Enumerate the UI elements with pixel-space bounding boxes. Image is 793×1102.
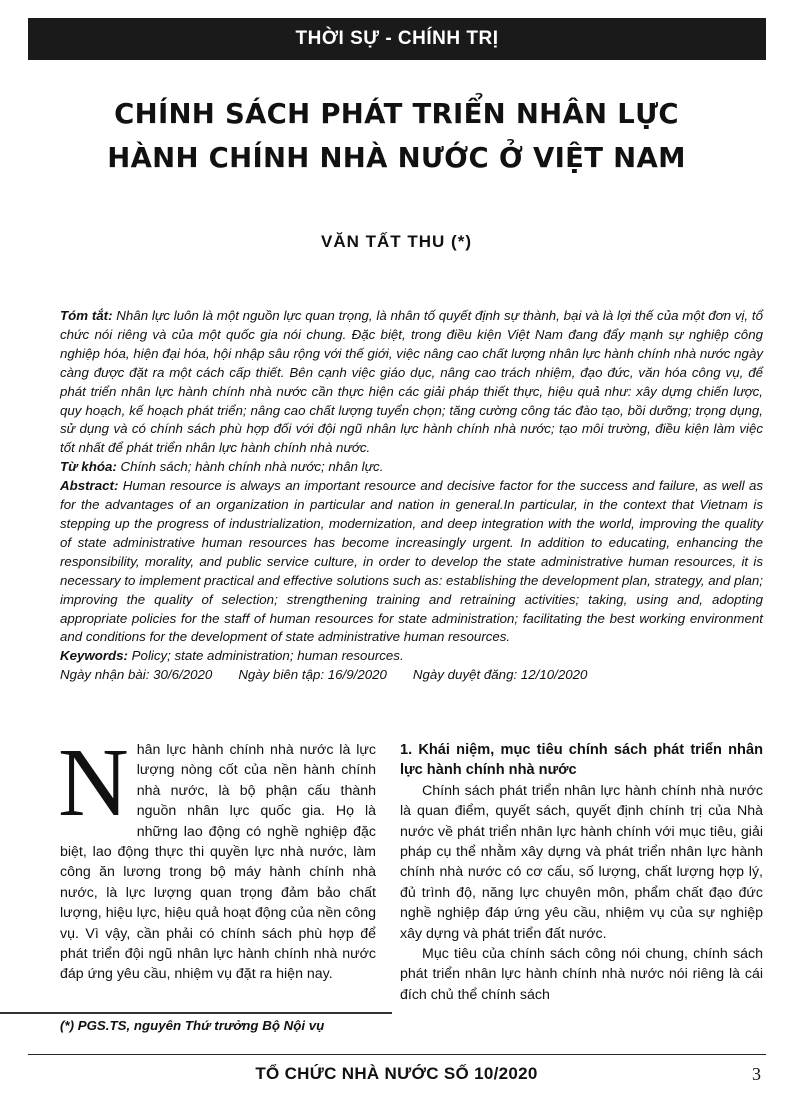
body-column-left <box>58 729 376 985</box>
abstract-en <box>60 477 763 647</box>
body-paragraph-1: Chính sách phát triển nhân lực hành chính nhà nước là quan điểm, quyết sách, quyết định chính trị của Nhà nước về phát triển nhân lực hành chính với mục tiêu, giải pháp cụ thể nhằm xây dựng và phát triển nhân lực hành chính nhà nước có cơ cấu, số lượng, chất lượng hợp lý, đủ trình độ, năng lực chuyên môn, phẩm chất đạo đức nghề nghiệp đáp ứng yêu cầu, nhiệm vụ của sự nghiệp xây dựng và phát triển đất nước. <box>400 782 763 942</box>
page-number: 3 <box>752 1064 761 1084</box>
abstract-en-text: Human resource is always an important resource and decisive factor for the success and failure, as well as for the advantages of an organization in particular and nation in general.In particular, in the context that Vietnam is stepping up the progress of industrialization, modernization, and deep integration with the world, improving the quality of state administrative human resources has become increasingly urgent. In addition to educating, enhancing the responsibility, morality, and public service culture, in order to develop the state administrative human resources, it is necessary to implement practical and effective solutions such as: establishing the development plan, strategy, and plan; improving the quality of selection; strengthening training and retraining activities; taking, using and, adopting appropriate policies for the staff of human resources for state administration; facilitating the best working environment and conditions for the development of state administrative human resources. <box>60 478 763 645</box>
keywords-vi-label: Từ khóa: <box>60 459 117 475</box>
title-line-2: HÀNH CHÍNH NHÀ NƯỚC Ở VIỆT NAM <box>107 142 686 174</box>
author-name: VĂN TẤT THU (*) <box>321 232 472 251</box>
author-footnote: (*) PGS.TS, nguyên Thứ trưởng Bộ Nội vụ <box>60 1018 325 1033</box>
body-column-right <box>400 740 763 1005</box>
article-title <box>30 92 763 180</box>
intro-text: hân lực hành chính nhà nước là lực lượng nòng cốt của nền hành chính nhà nước, là bộ phận cấu thành nguồn nhân lực quốc gia. Họ là những lao động có nghề nghiệp đặc biệt, lao động thực thi quyền lực nhà nước, làm công ăn lương trong bộ máy hành chính nhà nước, là lực lượng quan trọng đảm bảo chất lượng, hiệu lực, hiệu quả hoạt động của nền công vụ. Vì vậy, cần phải có chính sách phù hợp để phát triển đội ngũ nhân lực hành chính nhà nước đáp ứng yêu cầu, nhiệm vụ đặt ra hiện nay. <box>60 742 376 983</box>
footnote-divider <box>0 1012 392 1014</box>
date-received: Ngày nhận bài: 30/6/2020 <box>60 667 213 683</box>
journal-footer: TỔ CHỨC NHÀ NƯỚC SỐ 10/2020 <box>255 1064 538 1083</box>
section-banner <box>28 18 766 60</box>
keywords-vi-text: Chính sách; hành chính nhà nước; nhân lực. <box>116 459 384 475</box>
drop-cap: N <box>58 729 129 837</box>
summary-label: Tóm tắt: <box>60 308 113 323</box>
abstract-en-label: Abstract: <box>60 478 119 494</box>
keywords-en <box>60 647 763 666</box>
title-line-1: CHÍNH SÁCH PHÁT TRIỂN NHÂN LỰC <box>114 98 679 130</box>
date-edited: Ngày biên tập: 16/9/2020 <box>238 667 387 683</box>
keywords-vi <box>60 458 763 477</box>
keywords-en-text: Policy; state administration; human resources. <box>127 648 404 664</box>
keywords-en-label: Keywords: <box>60 648 128 664</box>
summary-text: Nhân lực luôn là một nguồn lực quan trọng, là nhân tố quyết định sự thành, bại và là lợi thế của một đơn vị, tổ chức nói riêng và của một quốc gia nói chung. Đặc biệt, trong điều kiện Việt Nam đang đẩy mạnh sự nghiệp công nghiệp hóa, hiện đại hóa, hội nhập sâu rộng với thế giới, việc nâng cao chất lượng nhân lực hành chính nhà nước ngày càng được đặt ra một cách cấp thiết. Bên cạnh việc giáo dục, nâng cao trách nhiệm, đạo đức, văn hóa công vụ, để phát triển nhân lực hành chính nhà nước cần thực hiện các giải pháp thiết thực, hiệu quả như: xây dựng chiến lược, quy hoạch, kế hoạch phát triển; nâng cao chất lượng tuyển chọn; tăng cường công tác đào tạo, bồi dưỡng; trọng dụng, sử dụng và có chính sách phù hợp đối với đội ngũ nhân lực hành chính nhà nước; tạo môi trường, điều kiện làm việc tốt nhất để phát triển nhân lực hành chính nhà nước. <box>60 308 763 456</box>
summary-vi <box>60 307 763 458</box>
body-paragraph-2: Mục tiêu của chính sách công nói chung, chính sách phát triển nhân lực hành chính nhà nước nói riêng là cái đích chủ thể chính sách <box>400 946 763 1003</box>
section-banner-label: THỜI SỰ - CHÍNH TRỊ <box>295 28 499 49</box>
date-approved: Ngày duyệt đăng: 12/10/2020 <box>412 667 588 683</box>
abstract-block <box>60 307 763 685</box>
intro-paragraph <box>58 729 376 985</box>
article-dates <box>60 666 763 685</box>
footer-divider <box>28 1054 766 1055</box>
section-heading-1: 1. Khái niệm, mục tiêu chính sách phát triển nhân lực hành chính nhà nước <box>400 742 763 779</box>
